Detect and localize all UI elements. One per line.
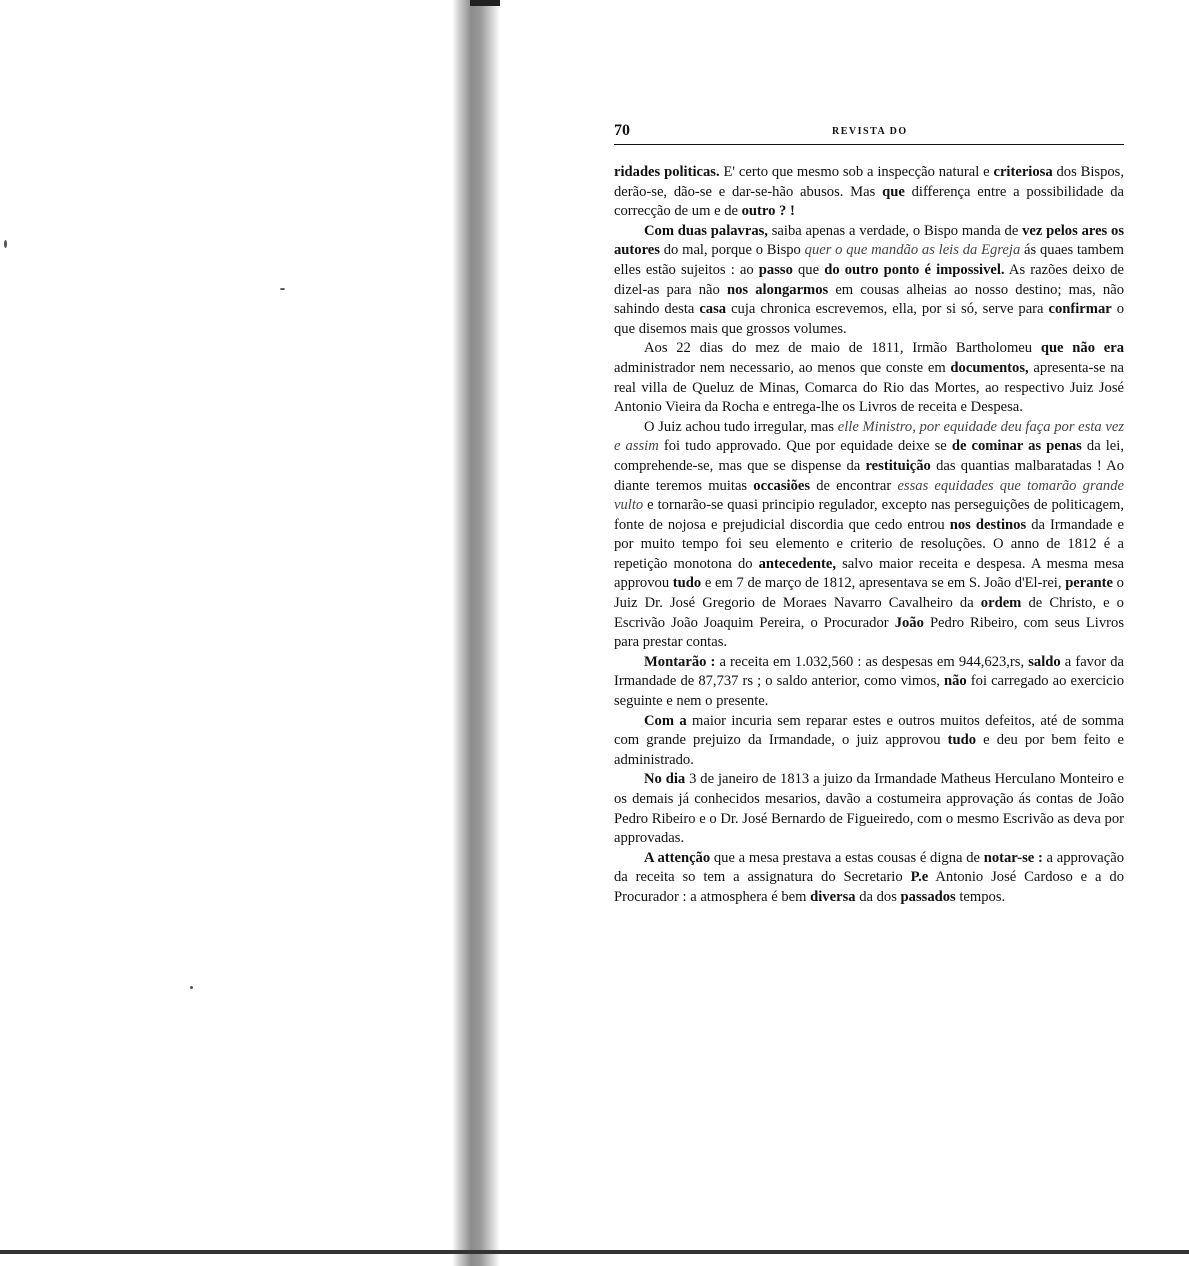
text-run: administrador nem necessario, ao menos que conste em [614,359,951,376]
page-speck [4,240,7,248]
bold-text: documentos, [950,359,1029,376]
paragraph [614,418,1124,653]
text-run: o Juiz Dr. José Gregorio de Moraes Navarro Cavalheiro da [614,575,1124,612]
text-run: apresenta-se na real villa de Queluz de Minas, Comarca do Rio das Mortes, ao respectivo Juiz José Antonio Vieira da Rocha e entrega-lhe os Livros de receita e Despesa. [614,359,1124,416]
paragraph [614,163,1124,222]
text-run: a favor da Irmandade de 87,737 rs ; o saldo anterior, como vimos, [614,653,1124,690]
bold-text: passo [758,261,793,278]
paragraph [614,849,1124,908]
bold-text: do outro ponto é impossivel. [824,261,1005,278]
book-gutter-shadow [452,0,500,1266]
italic-text: quer o que mandão as leis da Egreja [804,242,1021,259]
text-run: que [792,261,825,278]
bold-text: tudo [947,732,976,749]
text-run: da Irmandade e por muito tempo foi seu elemento e criterio de resoluções. O anno de 1812 é a repetição monotona do [614,516,1124,572]
text-run: a receita em 1.032,560 : as despesas em 944,623,rs, [715,653,1029,670]
text-run: e em 7 de março de 1812, apresentava se em S. João d'El-rei, [701,575,1066,592]
page-number: 70 [614,122,630,139]
bold-text: tudo [672,575,702,592]
bold-text: não [943,673,967,690]
text-run: de Christo, e o Escrivão João Joaquim Pereira, o Procurador [614,595,1124,631]
page-speck [190,986,193,989]
text-run: das quantias malbaratadas ! Ao diante teremos muitas [614,457,1125,494]
text-run: salvo maior receita e despesa. A mesma mesa approvou [614,555,1124,592]
italic-text: elle Ministro, por equidade deu faça por esta vez e assim [614,418,1124,455]
bold-text: Com a [644,712,687,729]
paragraph [614,653,1124,712]
text-run: da lei, comprehende-se, mas que se dispense da [614,438,1124,474]
bold-text: de cominar as penas [951,438,1082,455]
bold-text: nos alongarmos [726,281,829,298]
paragraph [614,339,1124,417]
bold-text: occasiões [753,477,811,494]
paragraph [614,770,1124,848]
bold-text: restituição [865,457,931,474]
text-run: foi tudo approvado. Que por equidade deixe se [658,438,952,455]
bold-text: que não era [1040,340,1124,357]
paragraph [614,222,1124,340]
bold-text: que [882,183,905,200]
bold-text: vez pelos ares os autores [614,222,1124,259]
bold-text: João [894,614,924,631]
text-run: cuja chronica escrevemos, ella, por si só, serve para [726,301,1049,318]
text-run: O Juiz achou tudo irregular, mas [644,418,838,435]
text-run: foi carregado ao exercicio seguinte e nem o presente. [614,673,1124,710]
left-blank-page [0,0,460,1266]
text-run: dos Bispos, derão-se, dão-se e dar-se-hão abusos. Mas [614,164,1125,200]
body-text [614,163,1124,908]
text-run: e tornarão-se quasi principio regulador, excepto nas perseguições de politicagem, fonte de nojosa e prejudicial discordia que cedo entrou [614,497,1124,533]
bold-text: casa [699,301,727,318]
bold-text: antecedente, [758,555,837,572]
text-run: de encontrar [810,477,898,494]
scan-bottom-edge [0,1250,1189,1254]
bold-text: A attenção [644,849,711,866]
bold-text: Montarão : [644,653,716,670]
text-run: E' certo que mesmo sob a inspecção natural e [719,164,994,180]
text-run: e deu por bem feito e administrado. [614,732,1124,768]
text-run: maior incuria sem reparar estes e outros muitos defeitos, até de somma com grande prejuizo da Irmandade, o juiz approvou [614,712,1124,749]
text-run: em cousas alheias ao nosso destino; mas, não sahindo desta [614,281,1124,318]
bold-text: notar-se : [983,849,1043,866]
bold-text: ordem [980,595,1022,612]
text-run: tempos. [955,888,1006,905]
italic-text: essas equidades que tomarão grande vulto [614,477,1124,514]
page-speck [280,288,285,290]
text-run: saiba apenas a verdade, o Bispo manda de [767,222,1023,239]
text-run: As razões deixo de dizel-as para não [614,261,1124,298]
paragraph [614,712,1124,771]
text-run: 3 de janeiro de 1813 a juizo da Irmandade Matheus Herculano Monteiro e os demais já conhecidos mesarios, davão a costumeira approvação ás contas de João Pedro Ribeiro e o Dr. José Bernardo de Figueiredo, com o mesmo Escrivão as deva por approvadas. [614,771,1124,847]
text-run: da dos [855,888,901,905]
bold-text: No dia [644,771,686,788]
bold-text: P.e [910,869,929,886]
running-head [614,122,1124,145]
text-run: que a mesa prestava a estas cousas é digna de [710,849,984,866]
text-run: Aos 22 dias do mez de maio de 1811, Irmão Bartholomeu [644,340,1041,357]
text-run: differença entre a possibilidade da correcção de um e de [614,183,1124,220]
text-run: ás quaes tambem elles estão sujeitos : ao [614,242,1124,278]
bold-text: diversa [810,888,856,905]
bold-text: perante [1065,575,1114,592]
bold-text: outro ? ! [741,203,795,220]
text-run: Pedro Ribeiro, com seus Livros para prestar contas. [614,614,1124,651]
bold-text: confirmar [1048,301,1112,318]
journal-title: REVISTA DO [832,126,908,137]
text-run: o que disemos mais que grossos volumes. [614,301,1124,337]
bold-text: nos destinos [949,516,1027,533]
text-run: Antonio José Cardoso e a do Procurador : a atmosphera é bem [614,869,1124,905]
text-run: do mal, porque o Bispo [659,242,805,259]
bold-text: saldo [1028,653,1061,670]
bold-text: criteriosa [993,164,1053,180]
bold-text: ridades politicas. [614,164,720,180]
bold-text: Com duas palavras, [644,222,768,239]
bold-text: passados [900,888,956,905]
text-run: a approvação da receita so tem a assignatura do Secretario [614,849,1124,886]
